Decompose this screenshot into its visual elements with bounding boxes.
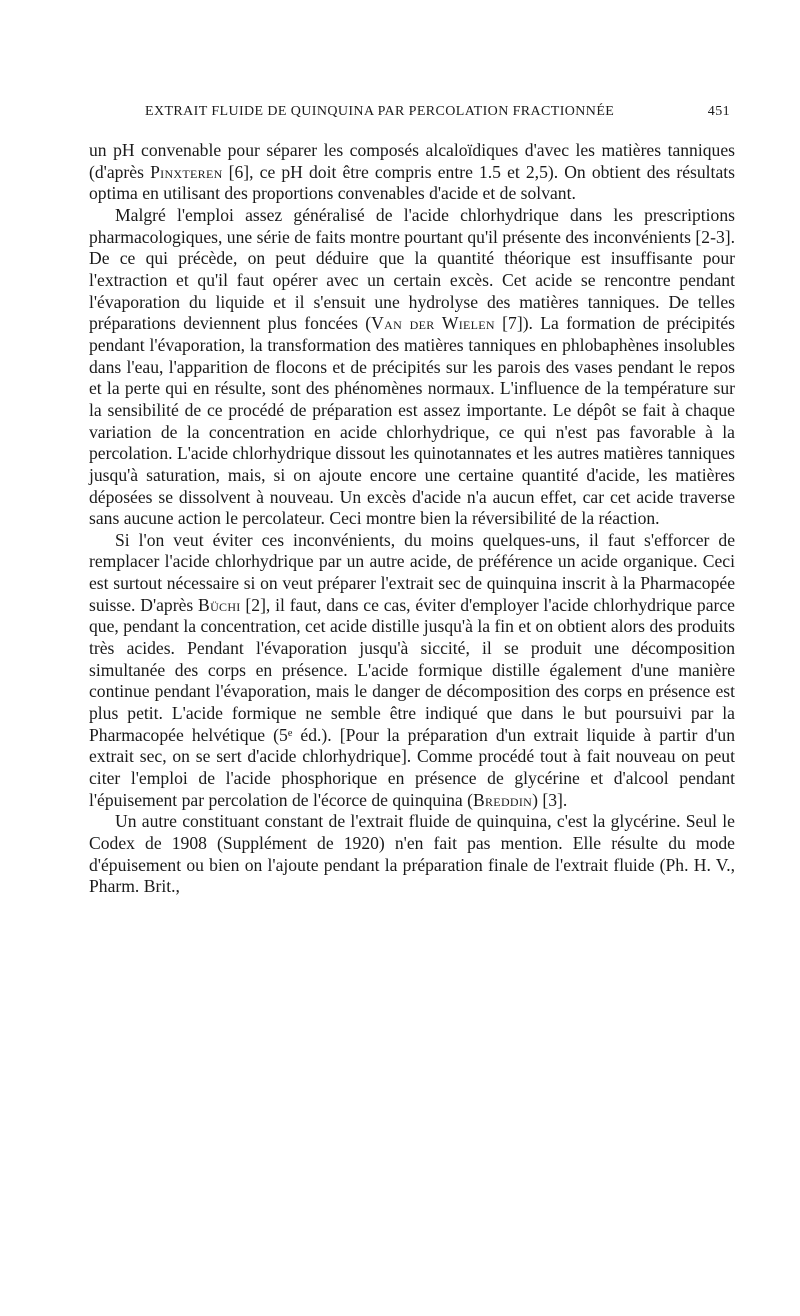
author-name-van-der-wielen: Van der Wielen xyxy=(371,313,495,334)
text-segment: ) [3]. xyxy=(532,789,568,810)
paragraph-1 xyxy=(89,140,735,205)
text-segment: Malgré l'emploi assez généralisé de l'acide chlorhydrique dans les prescriptions pharmacologiques, une série de faits montre pourtant qu'il présente des inconvénients [2-3]. De ce qui précède, on peut déduire que la quantité théorique est insuffisante pour l'extraction et qu'il faut opérer avec un certain excès. Cet acide se rencontre pendant l'évaporation du liquide et il s'ensuit une hydrolyse des matières tanniques. De telles préparations deviennent plus foncées ( xyxy=(89,204,735,334)
text-segment: [7]). La formation de précipités pendant l'évaporation, la transformation des matières tanniques en phlobaphènes insolubles dans l'eau, l'apparition de flocons et de précipités sur les parois des vases pendant le repos et la perte qui en résulte, sont des phénomènes normaux. L'influence de la température sur la sensibilité de ce procédé de préparation est assez importante. Le dépôt se fait à chaque variation de la concentration en acide chlorhydrique, ce qui n'est pas favorable à la percolation. L'acide chlorhydrique dissout les quinotannates et les autres matières tanniques jusqu'à saturation, mais, si on ajoute encore une certaine quantité d'acide, les matières déposées se dissolvent à nouveau. Un excès d'acide n'a aucun effet, car cet acide traverse sans aucune action le percolateur. Ceci montre bien la réversibilité de la réaction. xyxy=(89,313,735,529)
text-segment: un pH convenable pour séparer les composés alcaloïdiques d'avec les matières tanniques (d'après xyxy=(89,140,735,182)
paragraph-2 xyxy=(89,205,735,530)
body-text xyxy=(89,140,735,898)
text-segment: Un autre constituant constant de l'extrait fluide de quinquina, c'est la glycérine. Seul le Codex de 1908 (Supplément de 1920) n'en fait pas mention. Elle résulte du mode d'épuisement ou bien on l'ajoute pendant la préparation finale de l'extrait fluide (Ph. H. V., Pharm. Brit., xyxy=(89,811,735,897)
running-title: EXTRAIT FLUIDE DE QUINQUINA PAR PERCOLATION FRACTIONNÉE xyxy=(145,104,615,119)
paragraph-3 xyxy=(89,530,735,812)
page-number: 451 xyxy=(707,104,730,119)
text-segment: [2], il faut, dans ce cas, éviter d'employer l'acide chlorhydrique parce que, pendant la concentration, cet acide distille jusqu'à la fin et on obtient alors des produits très acides. Pendant l'évaporation jusqu'à siccité, il se produit une décomposition simultanée des corps en présence. L'acide formique distille également d'une manière continue pendant l'évaporation, mais le danger de décomposition des corps en présence est plus petit. L'acide formique ne semble être indiqué que dans le but poursuivi par la Pharmacopée helvétique (5ᵉ éd.). [Pour la préparation d'un extrait liquide à partir d'un extrait sec, on se sert d'acide chlorhydrique]. Comme procédé tout à fait nouveau on peut citer l'emploi de l'acide phosphorique en présence de glycérine et d'alcool pendant l'épuisement par percolation de l'écorce de quinquina ( xyxy=(89,594,735,810)
page-header xyxy=(95,104,730,130)
text-segment: Si l'on veut éviter ces inconvénients, du moins quelques-uns, il faut s'efforcer de remplacer l'acide chlorhydrique par un autre acide, de préférence un acide organique. Ceci est surtout nécessaire si on veut préparer l'extrait sec de quinquina inscrit à la Pharmacopée suisse. D'après xyxy=(89,529,735,615)
author-name-pinxteren: Pinxteren xyxy=(150,161,223,182)
text-segment: [6], ce pH doit être compris entre 1.5 et 2,5). On obtient des résultats optima en utilisant des proportions convenables d'acide et de solvant. xyxy=(89,161,735,204)
author-name-buchi: Büchi xyxy=(198,594,241,615)
paragraph-4 xyxy=(89,811,735,898)
author-name-breddin: Breddin xyxy=(472,789,533,810)
